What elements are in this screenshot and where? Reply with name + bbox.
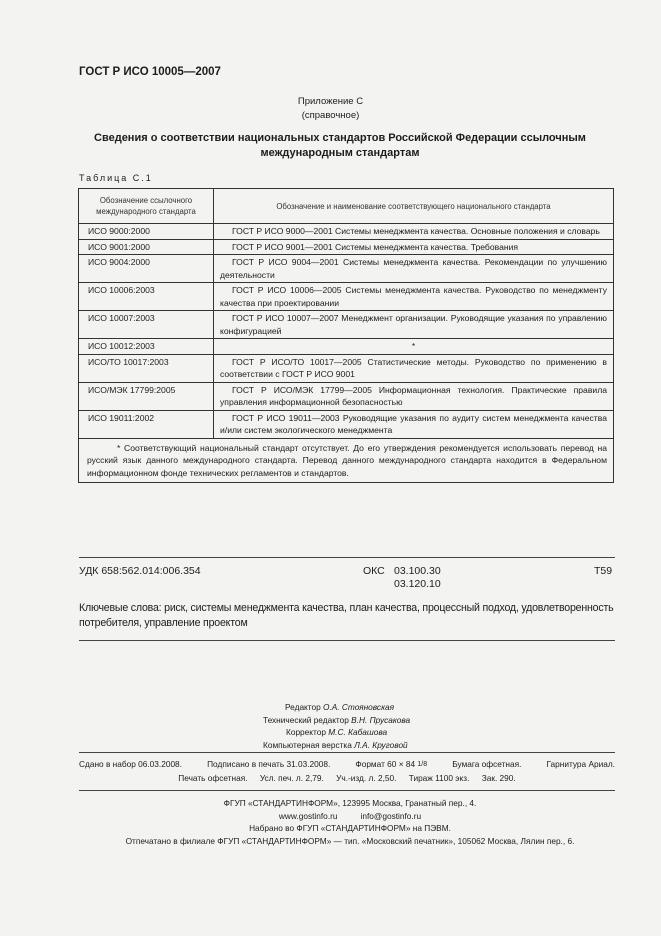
t-code: Т59	[594, 565, 613, 577]
print-format-fraction: 1/8	[417, 761, 428, 768]
print-paper: Бумага офсетная.	[452, 759, 522, 769]
intl-standard-cell: ИСО 9001:2000	[79, 239, 214, 255]
oks-code-2: 03.120.10	[394, 578, 441, 590]
intl-standard-cell: ИСО/ТО 10017:2003	[79, 354, 214, 382]
oks-codes	[363, 565, 441, 591]
print-signed: Подписано в печать 31.03.2008.	[207, 759, 331, 769]
print-details-row-1	[79, 758, 615, 771]
national-standard-cell: ГОСТ Р ИСО/МЭК 17799—2005 Информационная технология. Практические правила управления информационной безопасностью	[214, 382, 614, 410]
header-intl-standard: Обозначение ссылочного международного стандарта	[79, 189, 214, 224]
table-row	[79, 311, 614, 339]
table-row	[79, 239, 614, 255]
national-standard-cell: ГОСТ Р ИСО 10007—2007 Менеджмент организации. Руководящие указания по управлению конфигурацией	[214, 311, 614, 339]
intl-standard-cell: ИСО 9004:2000	[79, 255, 214, 283]
publisher-printed: Отпечатано в филиале ФГУП «СТАНДАРТИНФОРМ» — тип. «Московский печатник», 105062 Москва, Лялин пер., 6.	[125, 835, 575, 846]
keywords: Ключевые слова: риск, системы менеджмента качества, план качества, процессный подход, удовлетворенность потребителя, управление проектом	[79, 602, 614, 629]
national-standard-cell: ГОСТ Р ИСО 9000—2001 Системы менеджмента качества. Основные положения и словарь	[214, 224, 614, 240]
credit-name: О.А. Стояновская	[323, 702, 395, 712]
national-standard-cell: *	[214, 339, 614, 355]
print-details-row-2	[79, 772, 615, 785]
publisher-site[interactable]: www.gostinfo.ru	[278, 810, 338, 821]
oks-label: ОКС	[363, 565, 385, 577]
credit-proofreader	[263, 726, 410, 739]
national-standard-cell: ГОСТ Р ИСО 9001—2001 Системы менеджмента качества. Требования	[214, 239, 614, 255]
print-sent: Сдано в набор 06.03.2008.	[79, 759, 182, 769]
print-method: Печать офсетная.	[178, 773, 248, 783]
publisher-typeset: Набрано во ФГУП «СТАНДАРТИНФОРМ» на ПЭВМ.	[249, 823, 451, 833]
oks-code-1: 03.100.30	[394, 565, 441, 577]
intl-standard-cell: ИСО 9000:2000	[79, 224, 214, 240]
publisher-contacts	[0, 810, 661, 823]
credit-role: Корректор	[286, 727, 326, 737]
heading-line-1: Сведения о соответствии национальных стандартов Российской Федерации ссылочным	[94, 132, 586, 144]
credit-role: Технический редактор	[263, 714, 349, 725]
print-format-label: Формат 60 × 84	[355, 759, 416, 769]
document-title: ГОСТ Р ИСО 10005—2007	[79, 66, 221, 78]
table-row	[79, 224, 614, 240]
publisher-address: ФГУП «СТАНДАРТИНФОРМ», 123995 Москва, Гранатный пер., 4.	[223, 798, 477, 808]
header-national-standard: Обозначение и наименование соответствующего национального стандарта	[214, 189, 614, 224]
table-row	[79, 410, 614, 438]
table-caption: Таблица С.1	[79, 173, 153, 183]
national-standard-cell: ГОСТ Р ИСО/ТО 10017—2005 Статистические методы. Руководство по применению в соответствии с ГОСТ Р ИСО 9001	[214, 354, 614, 382]
section-heading	[80, 131, 600, 161]
divider	[79, 790, 615, 791]
credit-tech-editor	[263, 714, 410, 727]
credit-layout	[263, 739, 410, 752]
intl-standard-cell: ИСО 10007:2003	[79, 311, 214, 339]
print-order: Зак. 290.	[481, 773, 516, 783]
credit-name: В.Н. Прусакова	[351, 714, 411, 725]
credit-role: Редактор	[285, 702, 321, 712]
print-sheets: Усл. печ. л. 2,79.	[259, 773, 324, 783]
table-row	[79, 255, 614, 283]
table-row	[79, 339, 614, 355]
national-standard-cell: ГОСТ Р ИСО 10006—2005 Системы менеджмента качества. Руководство по менеджменту качества при проектировании	[214, 283, 614, 311]
intl-standard-cell: ИСО 19011:2002	[79, 410, 214, 438]
credits	[263, 701, 410, 751]
table-row	[79, 354, 614, 382]
udk-code: УДК 658:562.014:006.354	[79, 565, 201, 577]
annex-label: Приложение С	[297, 96, 364, 107]
credit-editor	[263, 701, 410, 714]
table-header-row	[79, 189, 614, 224]
annex-note: (справочное)	[301, 110, 360, 121]
print-format	[355, 758, 427, 771]
national-standard-cell: ГОСТ Р ИСО 19011—2003 Руководящие указания по аудиту систем менеджмента качества и/или систем экологического менеджмента	[214, 410, 614, 438]
divider	[79, 752, 615, 753]
credit-role: Компьютерная верстка	[263, 739, 352, 750]
intl-standard-cell: ИСО 10012:2003	[79, 339, 214, 355]
correspondence-table	[78, 188, 614, 483]
intl-standard-cell: ИСО/МЭК 17799:2005	[79, 382, 214, 410]
intl-standard-cell: ИСО 10006:2003	[79, 283, 214, 311]
table-row	[79, 382, 614, 410]
credit-name: Л.А. Круговой	[354, 739, 408, 750]
table-row	[79, 283, 614, 311]
divider	[79, 557, 615, 558]
publisher-info	[0, 797, 661, 847]
divider	[79, 640, 615, 641]
table-footnote-row	[79, 438, 614, 483]
heading-line-2: международным стандартам	[260, 147, 420, 159]
national-standard-cell: ГОСТ Р ИСО 9004—2001 Системы менеджмента качества. Рекомендации по улучшению деятельности	[214, 255, 614, 283]
credit-name: М.С. Кабашова	[328, 727, 388, 737]
print-pub-sheets: Уч.-изд. л. 2,50.	[336, 773, 397, 783]
table-footnote: * Соответствующий национальный стандарт отсутствует. До его утверждения рекомендуется использовать перевод на русский язык данного международного стандарта. Перевод данного международного стандарта находится в Федеральном информационном фонде технических регламентов и стандартов.	[79, 438, 614, 483]
print-run: Тираж 1100 экз.	[408, 773, 470, 783]
print-font: Гарнитура Ариал.	[546, 759, 615, 769]
publisher-email[interactable]: info@gostinfo.ru	[360, 810, 422, 821]
